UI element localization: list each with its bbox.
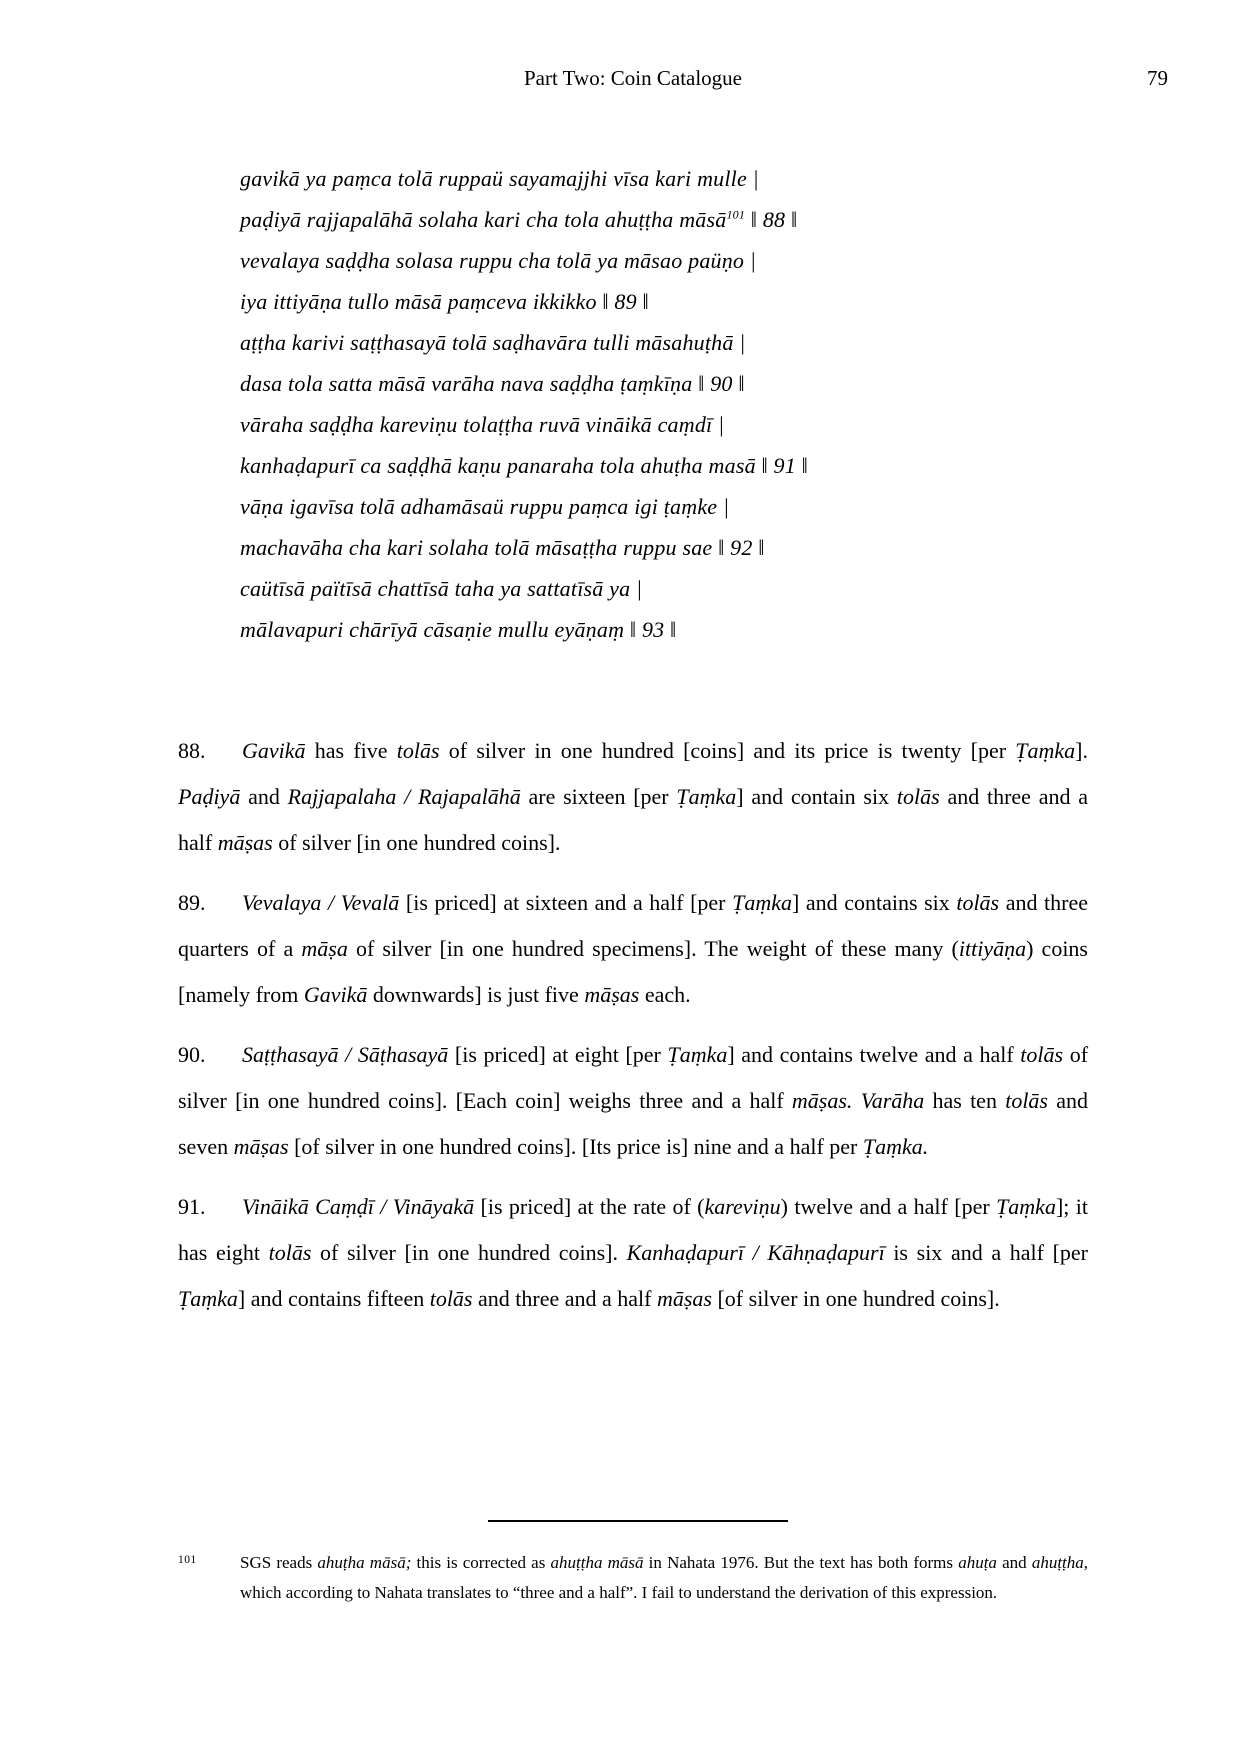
verse-line xyxy=(240,363,1100,404)
text-run: vevalaya saḍḍha solasa ruppu cha tolā ya māsao paüṇo | xyxy=(240,248,757,273)
italic-term: tolās xyxy=(956,890,1000,915)
text-run: ) coins [namely from xyxy=(178,936,1088,1007)
verse-line xyxy=(240,445,1100,486)
italic-term: Ṭaṃka. xyxy=(862,1134,929,1159)
italic-term: tolās xyxy=(429,1286,473,1311)
text-run: ‖ 88 ‖ xyxy=(745,207,798,232)
text-run: SGS reads xyxy=(240,1553,318,1572)
text-run: and seven xyxy=(178,1088,1089,1159)
running-head-title: Part Two: Coin Catalogue xyxy=(523,66,743,90)
text-run: gavikā ya paṃca tolā ruppaü sayamajjhi vīsa kari mulle | xyxy=(240,166,759,191)
text-run: ] and contain six xyxy=(736,784,897,809)
paragraph-number: 91. xyxy=(178,1194,206,1219)
text-run: which according to Nahata translates to “three and a half”. I fail to understand the derivation of this expression. xyxy=(240,1583,998,1602)
italic-term: māṣas xyxy=(233,1134,289,1159)
text-run: [is priced] at eight [per xyxy=(448,1042,668,1067)
text-run: [of silver in one hundred coins]. xyxy=(711,1286,1000,1311)
paragraph-number: 88. xyxy=(178,738,206,763)
italic-term: Varāha xyxy=(860,1088,925,1113)
text-run: and xyxy=(996,1553,1032,1572)
italic-term: ahuṭṭha māsā xyxy=(550,1553,644,1572)
translation-paragraphs xyxy=(178,728,1088,1336)
verse-line xyxy=(240,527,1100,568)
text-run: this is corrected as xyxy=(411,1553,551,1572)
text-run: and three quarters of a xyxy=(178,890,1088,961)
translation-paragraph xyxy=(178,728,1088,866)
text-run: and xyxy=(240,784,288,809)
text-run: aṭṭha karivi saṭṭhasayā tolā saḍhavāra tulli māsahuṭhā | xyxy=(240,330,746,355)
italic-term: tolās xyxy=(1005,1088,1048,1113)
text-run: downwards] is just five xyxy=(367,982,585,1007)
italic-term: Ṭaṃka xyxy=(667,1042,728,1067)
italic-term: Gavikā xyxy=(303,982,368,1007)
verse-line xyxy=(240,568,1100,609)
verse-line xyxy=(240,199,1100,240)
italic-term: kareviṇu xyxy=(704,1194,781,1219)
text-run: ] and contains fifteen xyxy=(237,1286,430,1311)
text-run: ]. xyxy=(1075,738,1088,763)
verse-line xyxy=(240,240,1100,281)
text-run: ) twelve and a half [per xyxy=(780,1194,997,1219)
text-run: and three and a half xyxy=(472,1286,657,1311)
text-run: of silver in one hundred [coins] and its price is twenty [per xyxy=(439,738,1016,763)
italic-term: Ṭaṃka xyxy=(1015,738,1076,763)
italic-term: māṣas xyxy=(217,830,273,855)
italic-term: tolās xyxy=(268,1240,312,1265)
text-run: is six and a half [per xyxy=(884,1240,1088,1265)
text-run: machavāha cha kari solaha tolā māsaṭṭha ruppu sae ‖ 92 ‖ xyxy=(240,535,765,560)
verse-line xyxy=(240,609,1100,650)
italic-term: Gavikā xyxy=(242,738,306,763)
text-run: of silver [in one hundred specimens]. The weight of these many ( xyxy=(347,936,959,961)
italic-term: Kanhaḍapurī / Kāhṇaḍapurī xyxy=(626,1240,885,1265)
italic-term: māṣas xyxy=(656,1286,712,1311)
italic-term: Ṭaṃka xyxy=(996,1194,1056,1219)
text-run: of silver [in one hundred coins]. xyxy=(311,1240,627,1265)
italic-term: Rajjapalaha / Rajapalāhā xyxy=(287,784,521,809)
text-run: of silver [in one hundred coins]. [Each coin] weighs three and a half xyxy=(178,1042,1089,1113)
italic-term: tolās xyxy=(896,784,940,809)
text-run: are sixteen [per xyxy=(520,784,677,809)
italic-term: Vevalaya / Vevalā xyxy=(242,890,400,915)
text-run: [is priced] at sixteen and a half [per xyxy=(399,890,733,915)
text-run: caütīsā païtīsā chattīsā taha ya sattatīsā ya | xyxy=(240,576,643,601)
verse-line xyxy=(240,158,1100,199)
text-run: iya ittiyāṇa tullo māsā paṃceva ikkikko ‖ 89 ‖ xyxy=(240,289,649,314)
footnote-text xyxy=(240,1553,1088,1602)
text-run: vāraha saḍḍha kareviṇu tolaṭṭha ruvā vināikā caṃdī | xyxy=(240,412,725,437)
italic-term: māṣa xyxy=(301,936,348,961)
text-run: kanhaḍapurī ca saḍḍhā kaṇu panaraha tola ahuṭha masā ‖ 91 ‖ xyxy=(240,453,809,478)
italic-term: Ṭaṃka xyxy=(178,1286,238,1311)
translation-paragraph xyxy=(178,880,1088,1018)
text-run: ] and contains six xyxy=(791,890,957,915)
page-number: 79 xyxy=(1147,66,1168,90)
text-run: dasa tola satta māsā varāha nava saḍḍha ṭaṃkīṇa ‖ 90 ‖ xyxy=(240,371,745,396)
text-run: has ten xyxy=(924,1088,1006,1113)
italic-term: ahuṭṭha, xyxy=(1031,1553,1089,1572)
paragraph-number: 90. xyxy=(178,1042,206,1067)
text-run: ]; it has eight xyxy=(178,1194,1088,1265)
text-run: mālavapuri chārīyā cāsaṇie mullu eyāṇaṃ ‖ 93 ‖ xyxy=(240,617,677,642)
verse-line xyxy=(240,281,1100,322)
italic-term: tolās xyxy=(396,738,440,763)
italic-term: Paḍiyā xyxy=(178,784,241,809)
footnote-ref: 101 xyxy=(726,207,746,222)
italic-term: Vināikā Caṃḍī / Vināyakā xyxy=(242,1194,475,1219)
verse-line xyxy=(240,486,1100,527)
text-run: of silver [in one hundred coins]. xyxy=(272,830,561,855)
translation-paragraph xyxy=(178,1032,1088,1170)
text-run: vāṇa igavīsa tolā adhamāsaü ruppu paṃca igi ṭaṃke | xyxy=(240,494,730,519)
text-run: in Nahata 1976. But the text has both forms xyxy=(643,1553,959,1572)
translation-paragraph xyxy=(178,1184,1088,1322)
footnote xyxy=(178,1548,1088,1608)
footnote-marker: 101 xyxy=(178,1554,197,1566)
verse-line xyxy=(240,404,1100,445)
italic-term: ittiyāṇa xyxy=(958,936,1027,961)
italic-term: māṣas. xyxy=(791,1088,853,1113)
verse-line xyxy=(240,322,1100,363)
paragraph-number: 89. xyxy=(178,890,206,915)
text-run: and three and a half xyxy=(178,784,1088,855)
italic-term: māṣas xyxy=(584,982,640,1007)
italic-term: Saṭṭhasayā / Sāṭhasayā xyxy=(242,1042,449,1067)
text-run: has five xyxy=(305,738,397,763)
italic-term: Ṭaṃka xyxy=(676,784,737,809)
italic-term: ahuṭha māsā; xyxy=(317,1553,412,1572)
text-run: ] and contains twelve and a half xyxy=(727,1042,1021,1067)
footnote-separator xyxy=(488,1520,788,1522)
text-run: [is priced] at the rate of ( xyxy=(474,1194,705,1219)
italic-term: Ṭaṃka xyxy=(732,890,792,915)
text-run xyxy=(852,1088,860,1113)
italic-term: tolās xyxy=(1020,1042,1064,1067)
text-run: [of silver in one hundred coins]. [Its price is] nine and a half per xyxy=(288,1134,863,1159)
italic-term: ahuṭa xyxy=(958,1553,997,1572)
verse-block xyxy=(240,158,1100,650)
text-run: paḍiyā rajjapalāhā solaha kari cha tola ahuṭṭha māsā xyxy=(240,207,727,232)
text-run: each. xyxy=(639,982,691,1007)
